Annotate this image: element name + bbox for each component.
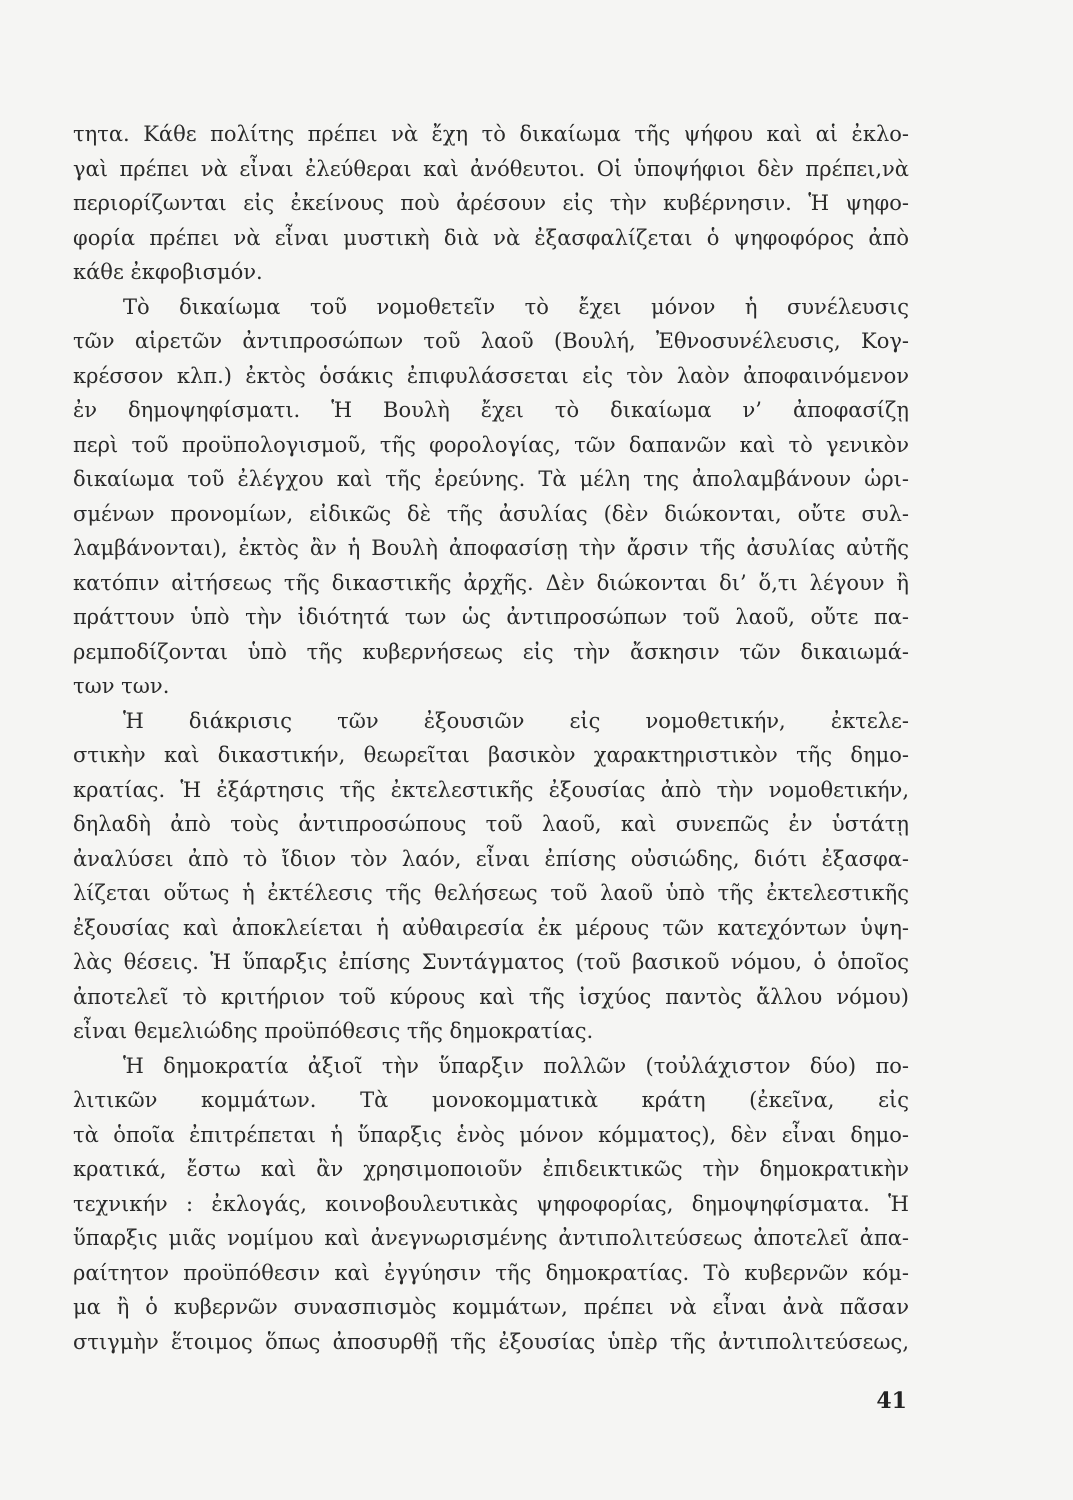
text-line: κάθε ἐκφοβισμόν.	[73, 260, 263, 284]
text-line: λιτικῶν κομμάτων. Τὰ μονοκομματικὰ κράτη (ἐκεῖνα, εἰς	[73, 1088, 909, 1112]
text-line: περιορίζωνται εἰς ἐκείνους ποὺ ἀρέσουν εἰς τὴν κυβέρνησιν. Ἡ ψηφο-	[73, 191, 909, 215]
text-line: γαὶ πρέπει νὰ εἶναι ἐλεύθεραι καὶ ἀνόθευτοι. Οἱ ὑποψήφιοι δὲν πρέπει,νὰ	[73, 156, 909, 181]
text-line: Τὸ δικαίωμα τοῦ νομοθετεῖν τὸ ἔχει μόνον ἡ συνέλευσις	[123, 294, 909, 319]
text-line: τὰ ὁποῖα ἐπιτρέπεται ἡ ὕπαρξις ἑνὸς μόνον κόμματος), δὲν εἶναι δημο-	[73, 1122, 909, 1147]
text-line: ραίτητον προϋπόθεσιν καὶ ἐγγύησιν τῆς δημοκρατίας. Τὸ κυβερνῶν κόμ-	[73, 1260, 909, 1285]
text-line: μα ἢ ὁ κυβερνῶν συνασπισμὸς κομμάτων, πρέπει νὰ εἶναι ἀνὰ πᾶσαν	[73, 1295, 909, 1319]
text-line: λαμβάνονται), ἐκτὸς ἂν ἡ Βουλὴ ἀποφασίσῃ τὴν ἄρσιν τῆς ἀσυλίας αὐτῆς	[73, 536, 909, 560]
text-line: περὶ τοῦ προϋπολογισμοῦ, τῆς φορολογίας, τῶν δαπανῶν καὶ τὸ γενικὸν	[73, 432, 909, 457]
text-line: στικὴν καὶ δικαστικήν, θεωρεῖται βασικὸν χαρακτηριστικὸν τῆς δημο-	[73, 743, 909, 767]
text-line: ὕπαρξις μιᾶς νομίμου καὶ ἀνεγνωρισμένης ἀντιπολιτεύσεως ἀποτελεῖ ἀπα-	[73, 1226, 909, 1250]
text-line: ἀποτελεῖ τὸ κριτήριον τοῦ κύρους καὶ τῆς ἰσχύος παντὸς ἄλλου νόμου)	[73, 984, 909, 1009]
text-line: σμένων προνομίων, εἰδικῶς δὲ τῆς ἀσυλίας (δὲν διώκονται, οὔτε συλ-	[73, 501, 909, 526]
text-line: κρατίας. Ἡ ἐξάρτησις τῆς ἐκτελεστικῆς ἐξουσίας ἀπὸ τὴν νομοθετικήν,	[73, 777, 909, 802]
text-line: των των.	[73, 674, 170, 698]
text-line: λίζεται οὕτως ἡ ἐκτέλεσις τῆς θελήσεως τοῦ λαοῦ ὑπὸ τῆς ἐκτελεστικῆς	[73, 881, 909, 905]
text-line: πράττουν ὑπὸ τὴν ἰδιότητά των ὡς ἀντιπροσώπων τοῦ λαοῦ, οὔτε πα-	[73, 605, 909, 629]
text-line: τητα. Κάθε πολίτης πρέπει νὰ ἔχη τὸ δικαίωμα τῆς ψήφου καὶ αἱ ἐκλο-	[73, 122, 909, 146]
text-line: Ἡ δημοκρατία ἀξιοῖ τὴν ὕπαρξιν πολλῶν (τοὐλάχιστον δύο) πο-	[123, 1053, 909, 1078]
text-line: δικαίωμα τοῦ ἐλέγχου καὶ τῆς ἐρεύνης. Τὰ μέλη της ἀπολαμβάνουν ὡρι-	[73, 467, 909, 491]
text-line: φορία πρέπει νὰ εἶναι μυστικὴ διὰ νὰ ἐξασφαλίζεται ὁ ψηφοφόρος ἀπὸ	[73, 225, 909, 250]
page-number: 41	[876, 1388, 907, 1414]
text-line: τῶν αἱρετῶν ἀντιπροσώπων τοῦ λαοῦ (Βουλή, Ἐθνοσυνέλευσις, Κογ-	[73, 329, 909, 353]
text-line: τεχνικήν : ἐκλογάς, κοινοβουλευτικὰς ψηφοφορίας, δημοψηφίσματα. Ἡ	[73, 1191, 909, 1216]
text-line: ἐν δημοψηφίσματι. Ἡ Βουλὴ ἔχει τὸ δικαίωμα ν’ ἀποφασίζῃ	[73, 398, 909, 422]
text-line: ρεμποδίζονται ὑπὸ τῆς κυβερνήσεως εἰς τὴν ἄσκησιν τῶν δικαιωμά-	[73, 639, 909, 664]
text-line: ἐξουσίας καὶ ἀποκλείεται ἡ αὐθαιρεσία ἐκ μέρους τῶν κατεχόντων ὑψη-	[73, 915, 909, 940]
text-line: εἶναι θεμελιώδης προϋπόθεσις τῆς δημοκρατίας.	[73, 1019, 594, 1043]
text-line: δηλαδὴ ἀπὸ τοὺς ἀντιπροσώπους τοῦ λαοῦ, καὶ συνεπῶς ἐν ὑστάτῃ	[73, 812, 909, 836]
text-line: κατόπιν αἰτήσεως τῆς δικαστικῆς ἀρχῆς. Δὲν διώκονται δι’ ὅ,τι λέγουν ἢ	[73, 570, 909, 595]
text-line: λὰς θέσεις. Ἡ ὕπαρξις ἐπίσης Συντάγματος (τοῦ βασικοῦ νόμου, ὁ ὁποῖος	[73, 950, 909, 974]
text-line: κρατικά, ἔστω καὶ ἂν χρησιμοποιοῦν ἐπιδεικτικῶς τὴν δημοκρατικὴν	[73, 1157, 909, 1181]
text-line: στιγμὴν ἕτοιμος ὅπως ἀποσυρθῇ τῆς ἐξουσίας ὑπὲρ τῆς ἀντιπολιτεύσεως,	[73, 1329, 909, 1354]
text-line: κρέσσον κλπ.) ἐκτὸς ὁσάκις ἐπιφυλάσσεται εἰς τὸν λαὸν ἀποφαινόμενον	[73, 363, 909, 388]
body-text	[73, 117, 909, 1359]
text-line: Ἡ διάκρισις τῶν ἐξουσιῶν εἰς νομοθετικήν, ἐκτελε-	[123, 708, 909, 733]
text-line: ἀναλύσει ἀπὸ τὸ ἴδιον τὸν λαόν, εἶναι ἐπίσης οὐσιώδης, διότι ἐξασφα-	[73, 846, 909, 871]
